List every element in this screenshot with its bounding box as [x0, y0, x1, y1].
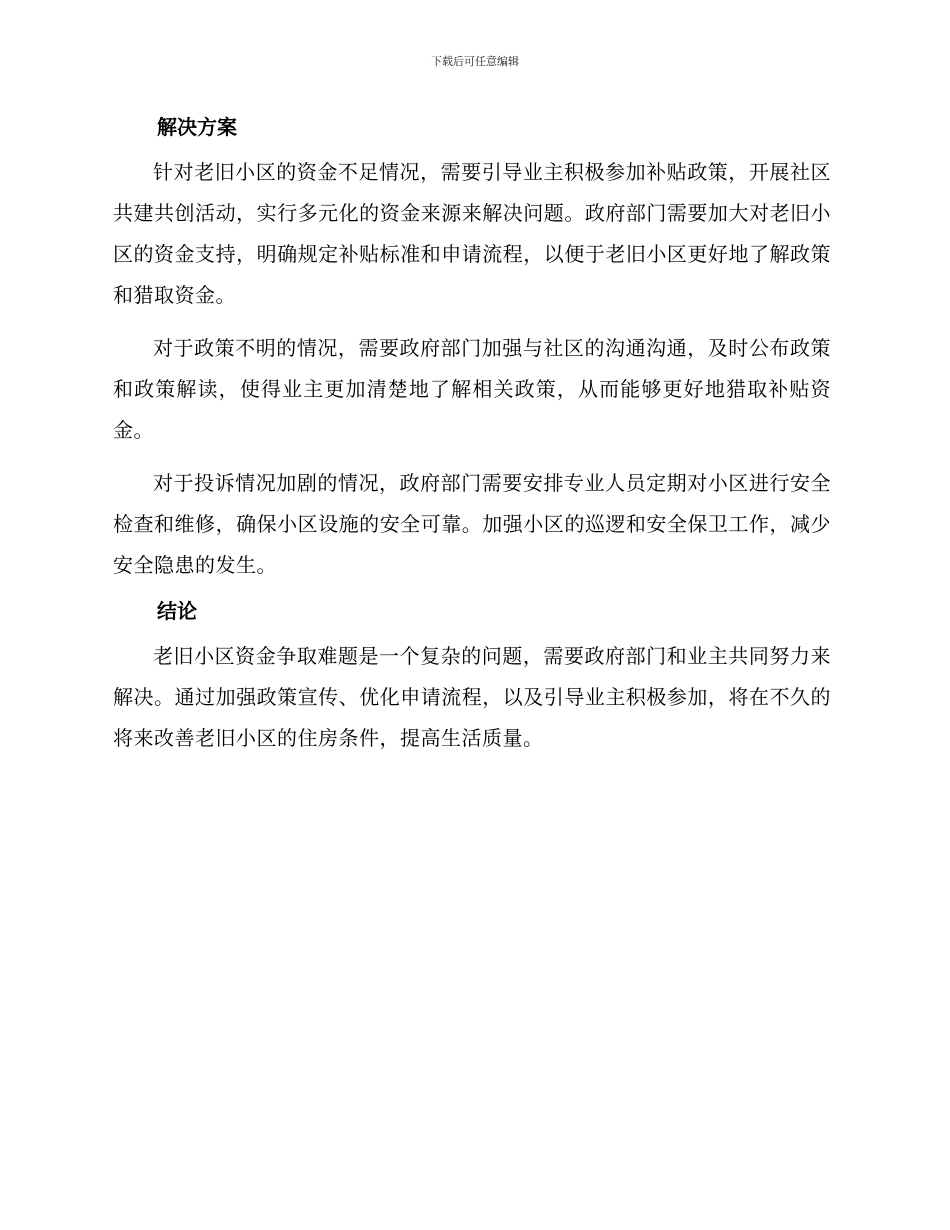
- section-heading: 解决方案: [157, 115, 237, 139]
- section-heading: 结论: [157, 599, 197, 623]
- section-solution: [113, 110, 831, 586]
- document-body: [113, 110, 831, 771]
- paragraph: 对于投诉情况加剧的情况，政府部门需要安排专业人员定期对小区进行安全检查和维修，确保小区设施的安全可靠。加强小区的巡逻和安全保卫工作，减少安全隐患的发生。: [113, 471, 831, 577]
- paragraph: 针对老旧小区的资金不足情况，需要引导业主积极参加补贴政策，开展社区共建共创活动，实行多元化的资金来源来解决问题。政府部门需要加大对老旧小区的资金支持，明确规定补贴标准和申请流程，以便于老旧小区更好地了解政策和猎取资金。: [113, 160, 831, 307]
- section-conclusion: [113, 594, 831, 759]
- header-note: 下载后可任意编辑: [431, 55, 519, 68]
- paragraph: 老旧小区资金争取难题是一个复杂的问题，需要政府部门和业主共同努力来解决。通过加强政策宣传、优化申请流程，以及引导业主积极参加，将在不久的将来改善老旧小区的住房条件，提高生活质量。: [113, 644, 831, 750]
- paragraph: 对于政策不明的情况，需要政府部门加强与社区的沟通沟通，及时公布政策和政策解读，使得业主更加清楚地了解相关政策，从而能够更好地猎取补贴资金。: [113, 336, 831, 442]
